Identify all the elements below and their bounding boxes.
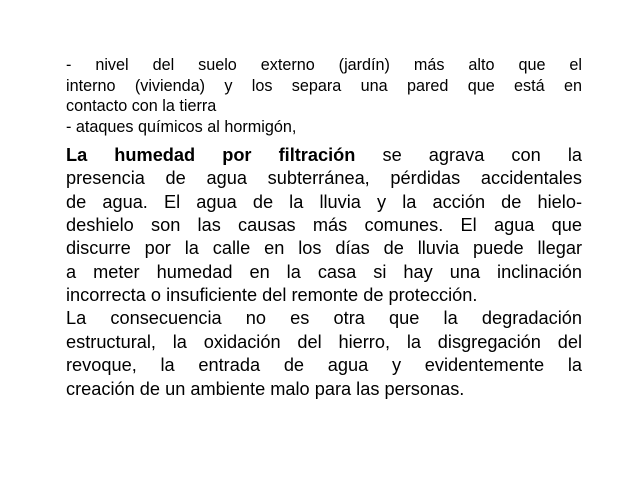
list-line: - nivel del suelo externo (jardín) más alto que el bbox=[66, 56, 582, 74]
paragraph-line: a meter humedad en la casa si hay una inclinación bbox=[66, 261, 582, 282]
list-line: contacto con la tierra bbox=[66, 97, 217, 116]
paragraph-line: incorrecta o insuficiente del remonte de protección. bbox=[66, 285, 478, 306]
list-line: interno (vivienda) y los separa una pared que está en bbox=[66, 76, 582, 95]
paragraph-line: creación de un ambiente malo para las personas. bbox=[66, 378, 465, 399]
paragraph-line: estructural, la oxidación del hierro, la disgregación del bbox=[66, 331, 582, 352]
paragraph-block bbox=[66, 144, 582, 401]
bold-lead-text: La humedad por filtración bbox=[66, 144, 356, 165]
paragraph-line: de agua. El agua de la lluvia y la acción de hielo- bbox=[66, 191, 582, 212]
list-block bbox=[66, 55, 582, 138]
slide-text-body bbox=[66, 55, 582, 401]
paragraph-line bbox=[66, 144, 582, 167]
paragraph-line: discurre por la calle en los días de lluvia puede llegar bbox=[66, 238, 582, 259]
paragraph-line: revoque, la entrada de agua y evidentemente la bbox=[66, 355, 582, 376]
first-line-rest: se agrava con la bbox=[382, 144, 582, 165]
paragraph-line: La consecuencia no es otra que la degradación bbox=[66, 308, 582, 329]
list-line: - ataques químicos al hormigón, bbox=[66, 118, 297, 137]
paragraph-line: deshielo son las causas más comunes. El agua que bbox=[66, 214, 582, 235]
paragraph-line: presencia de agua subterránea, pérdidas accidentales bbox=[66, 168, 582, 189]
